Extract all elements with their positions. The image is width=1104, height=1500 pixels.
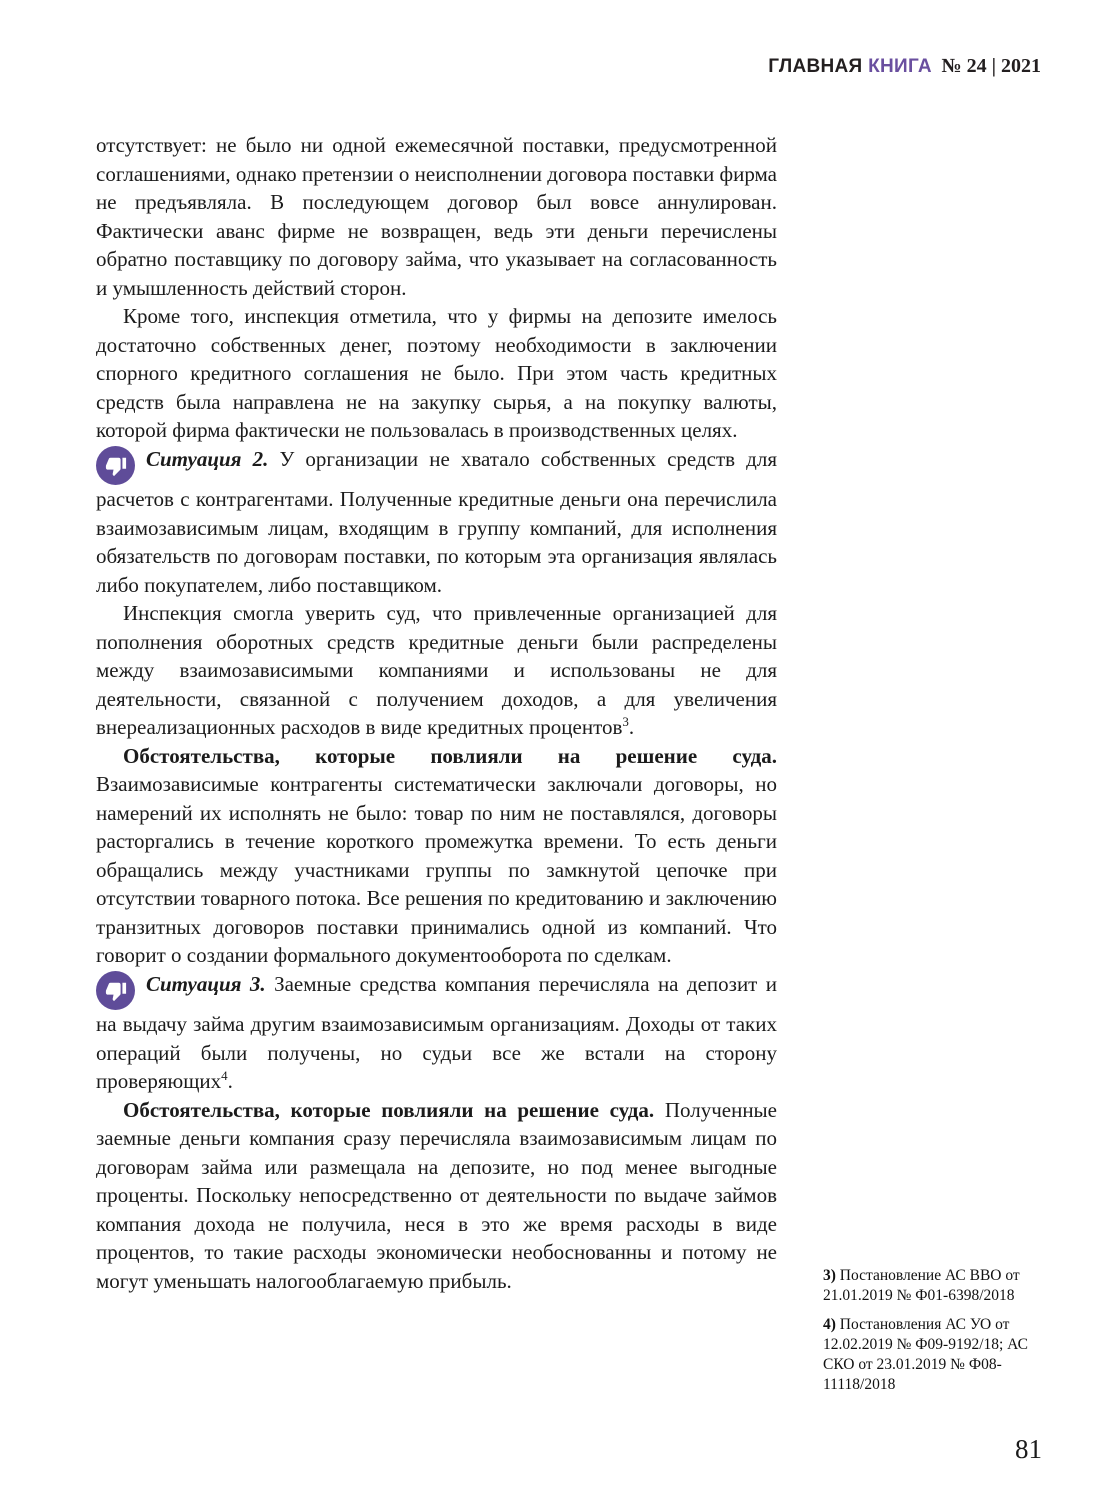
- footnote-3-text: Постановление АС ВВО от 21.01.2019 № Ф01-6398/2018: [823, 1267, 1020, 1304]
- circumstances-3-heading: Обстоятельства, которые повлияли на решение суда.: [123, 1097, 665, 1122]
- circumstances-3-paragraph: [96, 1096, 777, 1296]
- magazine-title-accent: КНИГА: [868, 56, 932, 77]
- situation-2-label: Ситуация 2.: [146, 446, 280, 471]
- situation-3-paragraph: [96, 970, 777, 1096]
- magazine-title-main: ГЛАВНАЯ: [768, 56, 863, 77]
- situation-2-paragraph: [96, 445, 777, 600]
- footnote-3-number: 3): [823, 1267, 836, 1284]
- court-argument-text: Инспекция смогла уверить суд, что привлеченные организацией для пополнения оборотных средств кредитные деньги были распределены между взаимозависимыми компаниями и использованы не для деятельности, связанной с получением доходов, а для увеличения внереализационных расходов в виде кредитных процентов: [96, 601, 777, 739]
- paragraph-court-argument: [96, 599, 777, 742]
- thumbs-down-icon: [96, 971, 135, 1010]
- page-number: 81: [1015, 1434, 1042, 1464]
- paragraph-inspection-note: Кроме того, инспекция отметила, что у фирмы на депозите имелось достаточно собственных денег, поэтому необходимости в заключении спорного кредитного соглашения не было. При этом часть кредитных средств была направлена не на закупку сырья, а на покупку валюты, которой фирма фактически не пользовалась в производственных целях.: [96, 304, 777, 442]
- page-header: [768, 55, 1041, 78]
- paragraph-continuation: отсутствует: не было ни одной ежемесячной поставки, предусмотренной соглашениями, однако претензии о неисполнении договора поставки фирма не предъявляла. В последующем договор был вовсе аннулирован. Фактически аванс фирме не возвращен, ведь эти деньги перечислены обратно поставщику по договору займа, что указывает на согласованность и умышленность действий сторон.: [96, 133, 777, 300]
- circumstances-2-paragraph: [96, 742, 777, 970]
- footnote-3: [823, 1266, 1051, 1306]
- margin-footnotes: [823, 1266, 1051, 1404]
- situation-3-text: Заемные средства компания перечисляла на депозит и на выдачу займа другим взаимозависимым организациям. Доходы от таких операций были получены, но судьи все же встали на сторону проверяющих: [96, 971, 778, 1093]
- court-argument-tail: .: [628, 715, 635, 739]
- footnote-4-text: Постановления АС УО от 12.02.2019 № Ф09-9192/18; АС СКО от 23.01.2019 № Ф08-11118/2018: [823, 1316, 1028, 1393]
- issue-number: № 24 | 2021: [941, 55, 1041, 77]
- footnote-4-number: 4): [823, 1316, 836, 1333]
- circumstances-2-heading: Обстоятельства, которые повлияли на решение суда.: [123, 743, 777, 768]
- situation-2-text: У организации не хватало собственных средств для расчетов с контрагентами. Полученные кредитные деньги она перечислила взаимозависимым лицам, входящим в группу компаний, для исполнения обязательств по договорам поставки, по которым эта организация являлась либо покупателем, либо поставщиком.: [96, 446, 777, 597]
- thumbs-down-icon: [96, 446, 135, 485]
- situation-3-label: Ситуация 3.: [146, 971, 275, 996]
- circumstances-2-text: Взаимозависимые контрагенты систематически заключали договоры, но намерений их исполнять не было: товар по ним не поставлялся, договоры расторгались в течение короткого промежутка времени. То есть деньги обращались между участниками группы по замкнутой цепочке при отсутствии товарного потока. Все решения по кредитованию и заключению транзитных договоров поставки принимались одной из компаний. Что говорит о создании формального документооборота по сделкам.: [96, 772, 777, 967]
- circumstances-3-text: Полученные заемные деньги компания сразу перечисляла взаимозависимым лицам по договорам займа или размещала на депозите, но под менее выгодные проценты. Поскольку непосредственно от деятельности по выдаче займов компания дохода не получила, неся в это же время расходы в виде процентов, то такие расходы экономически необоснованны и потому не могут уменьшать налогооблагаемую прибыль.: [96, 1097, 777, 1293]
- footnote-4: [823, 1315, 1051, 1395]
- article-body: [96, 131, 777, 1295]
- footnote-ref-4: 4: [221, 1068, 228, 1083]
- footnote-ref-3: 3: [622, 714, 629, 729]
- situation-3-tail: .: [227, 1069, 233, 1093]
